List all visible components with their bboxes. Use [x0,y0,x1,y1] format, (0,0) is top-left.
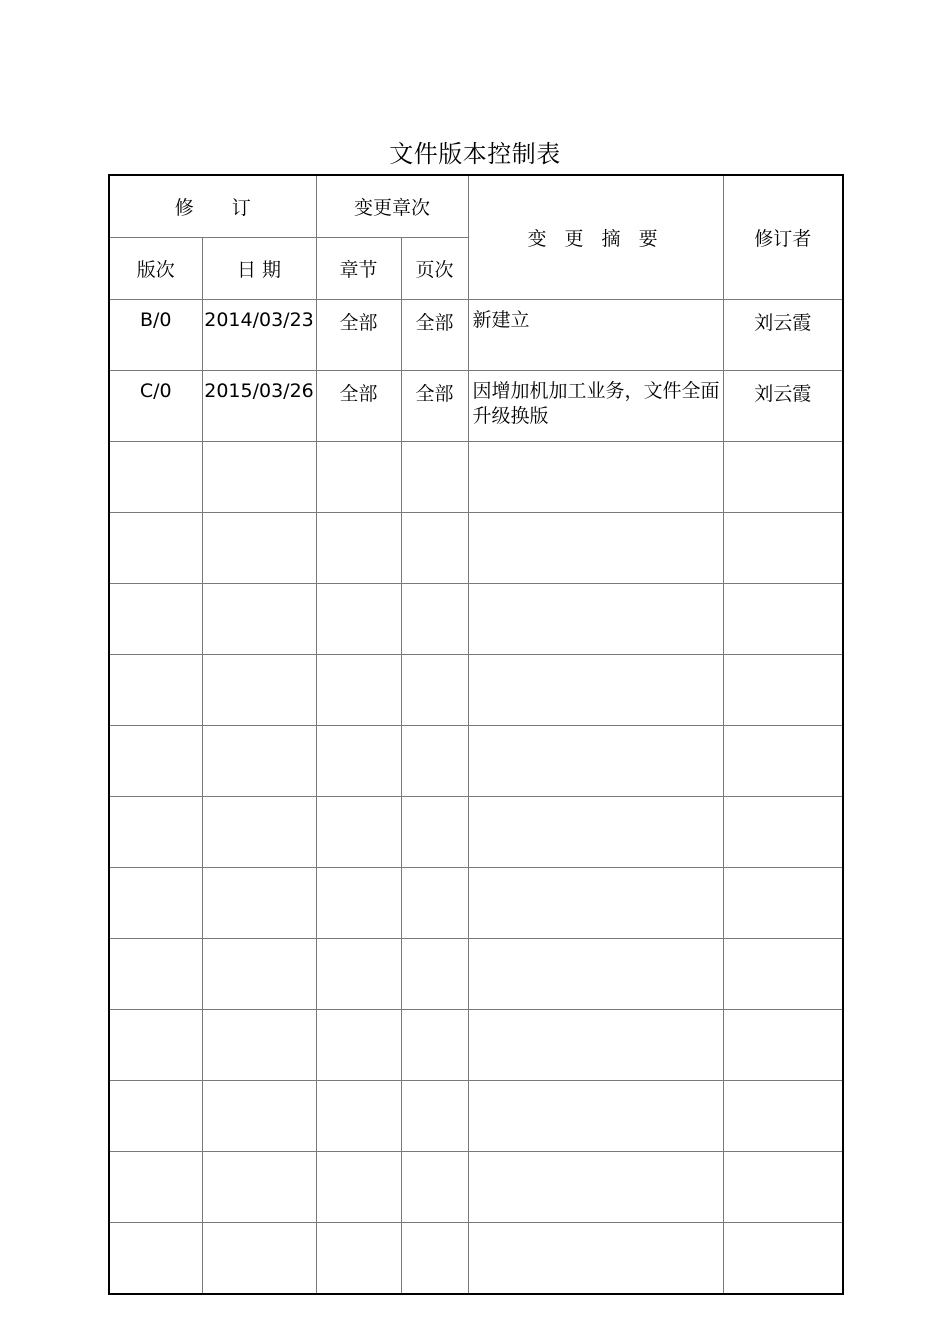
cell-page [401,938,468,1009]
cell-summary [468,1009,723,1080]
cell-page [401,654,468,725]
header-revision: 修 订 [109,175,316,237]
cell-chapter [316,725,401,796]
header-row-1 [109,175,843,237]
cell-summary [468,796,723,867]
cell-chapter [316,654,401,725]
version-control-table [108,174,844,1295]
cell-date [202,1222,316,1294]
cell-reviser [723,583,843,654]
cell-page [401,441,468,512]
table-row [109,512,843,583]
cell-reviser [723,654,843,725]
cell-date [202,1009,316,1080]
cell-date [202,1151,316,1222]
cell-version: B/0 [109,299,202,370]
cell-version [109,1009,202,1080]
table-row [109,583,843,654]
table-row [109,441,843,512]
cell-page [401,796,468,867]
cell-version: C/0 [109,370,202,441]
cell-version [109,1151,202,1222]
cell-page [401,725,468,796]
cell-summary: 因增加机加工业务，文件全面升级换版 [468,370,723,441]
cell-summary: 新建立 [468,299,723,370]
cell-date [202,867,316,938]
header-change-chapter: 变更章次 [316,175,468,237]
cell-page [401,1222,468,1294]
cell-reviser [723,1009,843,1080]
cell-reviser [723,441,843,512]
table-row [109,867,843,938]
header-reviser: 修订者 [723,175,843,299]
table-row [109,299,843,370]
cell-chapter [316,796,401,867]
cell-version [109,1222,202,1294]
table-row [109,938,843,1009]
cell-page: 全部 [401,299,468,370]
cell-chapter [316,1009,401,1080]
cell-summary [468,1151,723,1222]
cell-chapter [316,938,401,1009]
cell-summary [468,441,723,512]
cell-chapter [316,1151,401,1222]
cell-summary [468,654,723,725]
cell-chapter [316,512,401,583]
cell-date [202,1080,316,1151]
table-row [109,1222,843,1294]
cell-page [401,512,468,583]
cell-date: 2014/03/23 [202,299,316,370]
cell-reviser [723,725,843,796]
cell-chapter: 全部 [316,370,401,441]
cell-version [109,867,202,938]
cell-chapter [316,441,401,512]
cell-version [109,654,202,725]
header-version: 版次 [109,237,202,299]
header-change-summary [468,175,723,299]
cell-date [202,938,316,1009]
cell-reviser [723,1080,843,1151]
cell-chapter [316,867,401,938]
table-row [109,1151,843,1222]
table-row [109,654,843,725]
cell-date [202,796,316,867]
table-row [109,796,843,867]
cell-page: 全部 [401,370,468,441]
cell-reviser [723,796,843,867]
cell-date [202,725,316,796]
cell-date [202,654,316,725]
cell-chapter [316,1080,401,1151]
cell-summary [468,867,723,938]
cell-summary [468,1080,723,1151]
cell-version [109,583,202,654]
cell-reviser [723,1222,843,1294]
table-row [109,725,843,796]
cell-date [202,512,316,583]
cell-chapter [316,1222,401,1294]
cell-page [401,583,468,654]
cell-summary [468,512,723,583]
cell-reviser: 刘云霞 [723,299,843,370]
header-chapter: 章节 [316,237,401,299]
cell-chapter: 全部 [316,299,401,370]
header-page: 页次 [401,237,468,299]
cell-version [109,725,202,796]
cell-reviser: 刘云霞 [723,370,843,441]
cell-summary [468,1222,723,1294]
cell-page [401,1009,468,1080]
cell-summary [468,938,723,1009]
cell-reviser [723,867,843,938]
cell-version [109,938,202,1009]
header-change-summary-label: 变 更 摘 要 [527,227,664,250]
table-row [109,1080,843,1151]
cell-page [401,1080,468,1151]
cell-date [202,583,316,654]
cell-reviser [723,512,843,583]
cell-version [109,1080,202,1151]
cell-version [109,512,202,583]
page-title: 文件版本控制表 [389,140,561,168]
cell-date [202,441,316,512]
table-row [109,1009,843,1080]
cell-chapter [316,583,401,654]
cell-summary [468,725,723,796]
cell-version [109,441,202,512]
header-date: 日 期 [202,237,316,299]
cell-page [401,1151,468,1222]
cell-reviser [723,938,843,1009]
cell-version [109,796,202,867]
cell-page [401,867,468,938]
table-row [109,370,843,441]
cell-summary [468,583,723,654]
cell-date: 2015/03/26 [202,370,316,441]
cell-reviser [723,1151,843,1222]
